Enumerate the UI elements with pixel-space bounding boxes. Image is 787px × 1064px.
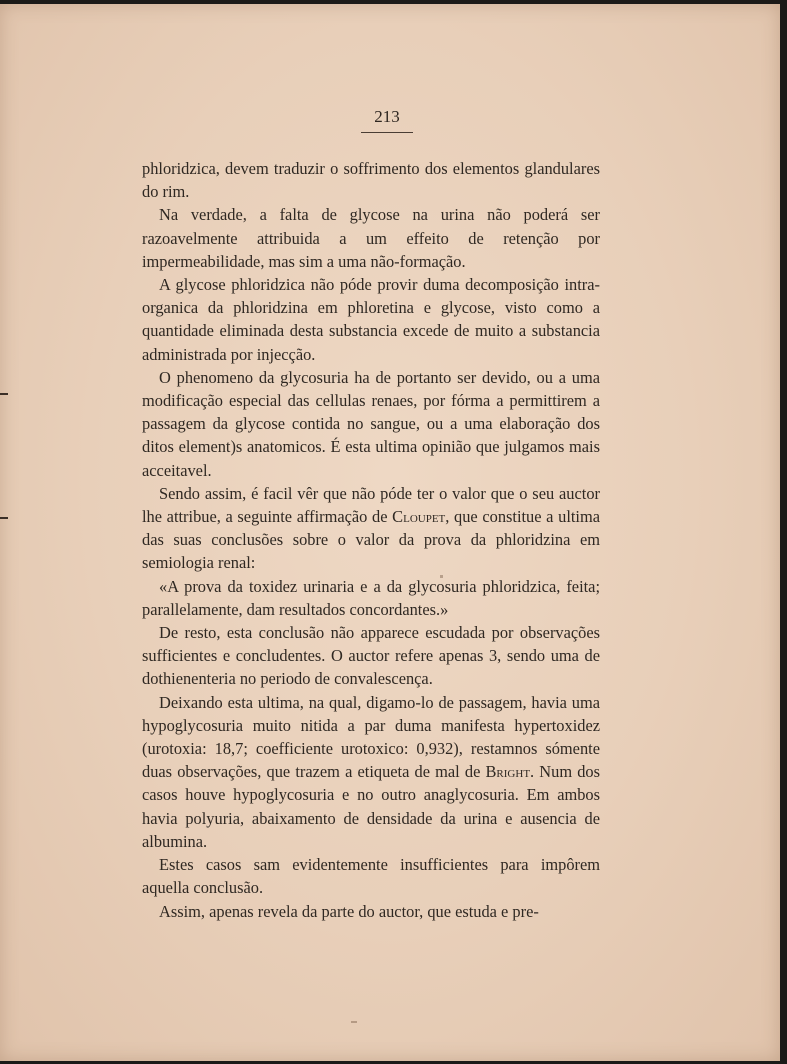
margin-mark (0, 517, 8, 519)
author-name-smallcaps: Bright (485, 762, 531, 782)
paragraph (142, 203, 600, 273)
page-number: 213 (374, 107, 400, 126)
paper-speck (351, 1021, 357, 1023)
header-rule (361, 132, 413, 133)
text-segment: O phenomeno da glycosuria ha de portanto ser devido, ou a uma modificação especial das cellulas renaes, por fórma a permittirem a passagem da glycose contida no sangue, ou a uma elaboração dos ditos element)s anatomicos. É esta ultima opinião que julgamos mais acceitavel. (142, 367, 600, 480)
paragraph (142, 482, 600, 575)
paragraph (142, 900, 600, 923)
paragraph (142, 575, 600, 621)
paragraph (142, 621, 600, 691)
text-segment: , que constitue a ultima das suas conclusões sobre o valor da prova da phloridzina em semiologia renal: (142, 507, 600, 573)
margin-mark (0, 393, 8, 395)
text-segment: A glycose phloridzica não póde provir duma decomposição intra-organica da phloridzina em phloretina e glycose, visto como a quantidade eliminada desta substancia excede de muito a substancia administrada por injecção. (142, 275, 600, 364)
author-name-smallcaps: Cloupet (392, 507, 446, 527)
text-segment: phloridzica, devem traduzir o soffrimento dos elementos glandulares do rim. (142, 159, 600, 202)
body-text (142, 157, 600, 923)
text-segment: Sendo assim, é facil vêr que não póde ter o valor que o seu auctor lhe attribue, a seguinte affirmação de (142, 483, 600, 527)
text-segment: Na verdade, a falta de glycose na urina não poderá ser razoavelmente attribuida a um effeito de retenção por impermeabilidade, mas sim a uma não-formação. (142, 205, 600, 271)
paragraph (142, 853, 600, 899)
paragraph (142, 366, 600, 482)
text-segment: . Num dos casos houve hypoglycosuria e no outro anaglycosuria. Em ambos havia polyuria, abaixamento de densidade da urina e ausencia de albumina. (142, 762, 600, 851)
paragraph (142, 273, 600, 366)
book-page (0, 4, 780, 1061)
text-segment: Assim, apenas revela da parte do auctor, que estuda e pre- (159, 901, 539, 921)
text-segment: De resto, esta conclusão não apparece escudada por observações sufficientes e concludentes. O auctor refere apenas 3, sendo uma de dothienenteria no periodo de convalescença. (142, 623, 600, 689)
text-segment: Deixando esta ultima, na qual, digamo-lo de passagem, havia uma hypoglycosuria muito nitida a par duma manifesta hypertoxidez (urotoxia: 18,7; coefficiente urotoxico: 0,932), restamnos sómente duas observações, que trazem a etiqueta de mal de (142, 692, 600, 782)
paragraph (142, 157, 600, 203)
text-segment: Estes casos sam evidentemente insufficientes para impôrem aquella conclusão. (142, 855, 600, 898)
paper-speck (440, 575, 443, 578)
text-segment: «A prova da toxidez urinaria e a da glycosuria phloridzica, feita; parallelamente, dam resultados concordantes.» (142, 576, 600, 619)
paragraph (142, 691, 600, 853)
